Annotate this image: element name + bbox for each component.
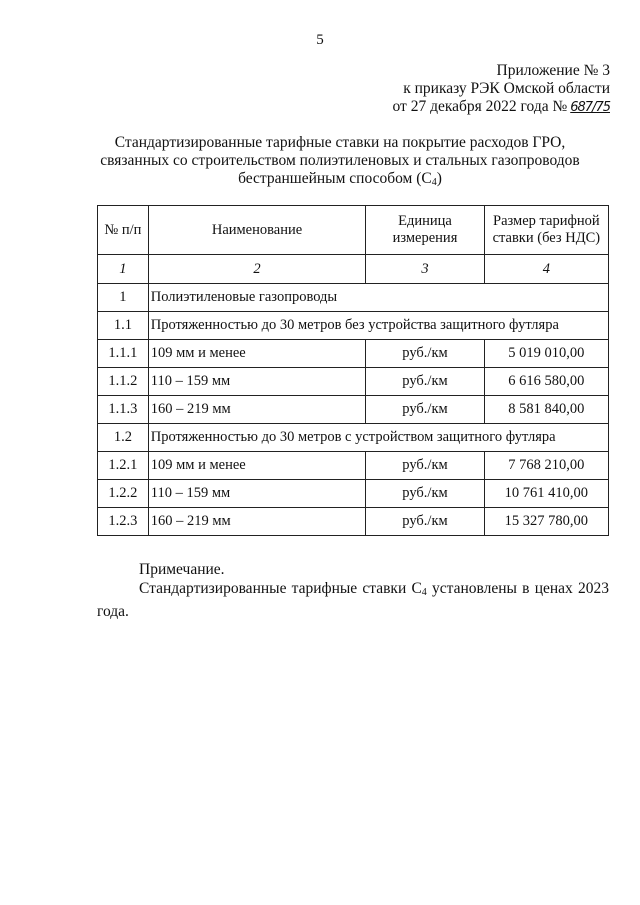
row-number [98, 340, 149, 368]
row-number [98, 424, 149, 452]
item-unit-text: руб./км [402, 373, 448, 389]
row-number-text: 1.2 [113, 429, 132, 445]
table-row [98, 312, 609, 340]
item-name-text: 160 – 219 мм [150, 513, 231, 529]
group-name-text: Протяженностью до 30 метров с устройством защитного футляра [150, 429, 556, 445]
note-block [97, 560, 609, 621]
item-name-text: 110 – 159 мм [150, 373, 231, 389]
title-line-3: бестраншейным способом $(С_4)$ [238, 170, 442, 188]
table-body [98, 284, 609, 536]
appendix-line-3 [393, 98, 610, 117]
item-rate-text: 7 768 210,00 [508, 457, 585, 473]
table-row [98, 340, 609, 368]
item-rate [484, 396, 608, 424]
item-name [148, 368, 366, 396]
item-name [148, 340, 366, 368]
item-rate [484, 368, 608, 396]
appendix-line-1: Приложение № 3 [496, 62, 610, 79]
item-name [148, 480, 366, 508]
row-number-text: 1.1.1 [108, 345, 138, 361]
column-index: 1 [98, 255, 149, 284]
column-index: 3 [366, 255, 484, 284]
item-rate-text: 8 581 840,00 [508, 401, 585, 417]
item-name [148, 508, 366, 536]
item-rate-text: 15 327 780,00 [504, 513, 589, 529]
item-unit [366, 396, 484, 424]
header-num: № п/п [98, 206, 149, 255]
table-row [98, 480, 609, 508]
page-number: 5 [316, 32, 324, 48]
item-name-text: 109 мм и менее [150, 457, 246, 473]
note-text: Стандартизированные тарифные ставки $С_4$ установлены в ценах 2023 года. [97, 580, 609, 620]
item-rate [484, 480, 608, 508]
group-name [148, 312, 608, 340]
title-line-1: Стандартизированные тарифные ставки на покрытие расходов ГРО, [114, 134, 566, 151]
appendix-line-2: к приказу РЭК Омской области [403, 80, 610, 97]
item-name [148, 396, 366, 424]
group-name-text: Полиэтиленовые газопроводы [150, 289, 338, 305]
item-name-text: 160 – 219 мм [150, 401, 231, 417]
appendix-block [393, 62, 610, 117]
appendix-date: от 27 декабря 2022 года № [392, 98, 568, 115]
header-unit: Единица измерения [366, 206, 484, 255]
item-unit [366, 340, 484, 368]
header-name: Наименование [148, 206, 366, 255]
row-number-text: 1.1.3 [108, 401, 138, 417]
tariff-table [97, 205, 609, 536]
group-name-text: Протяженностью до 30 метров без устройства защитного футляра [150, 317, 559, 333]
item-rate [484, 340, 608, 368]
row-number-text: 1.2.2 [108, 485, 138, 501]
item-unit-text: руб./км [402, 401, 448, 417]
row-number-text: 1.2.3 [108, 513, 138, 529]
row-number-text: 1 [119, 289, 127, 305]
item-name [148, 452, 366, 480]
item-unit [366, 508, 484, 536]
row-number-text: 1.1.2 [108, 373, 138, 389]
table-row [98, 424, 609, 452]
item-unit [366, 368, 484, 396]
item-unit-text: руб./км [402, 513, 448, 529]
table-row [98, 368, 609, 396]
column-index-row [98, 255, 609, 284]
note-heading: Примечание. [139, 561, 225, 578]
document-title [60, 134, 620, 192]
row-number [98, 284, 149, 312]
order-number-handwritten: 687/75 [570, 100, 610, 115]
item-unit-text: руб./км [402, 345, 448, 361]
item-unit [366, 480, 484, 508]
row-number [98, 368, 149, 396]
item-rate-text: 6 616 580,00 [508, 373, 585, 389]
row-number-text: 1.1 [113, 317, 132, 333]
title-line-2: связанных со строительством полиэтиленовых и стальных газопроводов [100, 152, 580, 169]
item-name-text: 109 мм и менее [150, 345, 246, 361]
header-rate: Размер тарифной ставки (без НДС) [484, 206, 608, 255]
group-name [148, 284, 608, 312]
item-rate-text: 10 761 410,00 [504, 485, 589, 501]
column-index: 4 [484, 255, 608, 284]
table-row [98, 508, 609, 536]
row-number [98, 312, 149, 340]
item-unit-text: руб./км [402, 485, 448, 501]
table-row [98, 396, 609, 424]
item-rate-text: 5 019 010,00 [508, 345, 585, 361]
table-row [98, 284, 609, 312]
table-header-row [98, 206, 609, 255]
row-number [98, 480, 149, 508]
item-name-text: 110 – 159 мм [150, 485, 231, 501]
row-number [98, 396, 149, 424]
item-rate [484, 508, 608, 536]
column-index: 2 [148, 255, 366, 284]
table-row [98, 452, 609, 480]
group-name [148, 424, 608, 452]
row-number [98, 508, 149, 536]
item-rate [484, 452, 608, 480]
item-unit-text: руб./км [402, 457, 448, 473]
row-number [98, 452, 149, 480]
row-number-text: 1.2.1 [108, 457, 138, 473]
item-unit [366, 452, 484, 480]
